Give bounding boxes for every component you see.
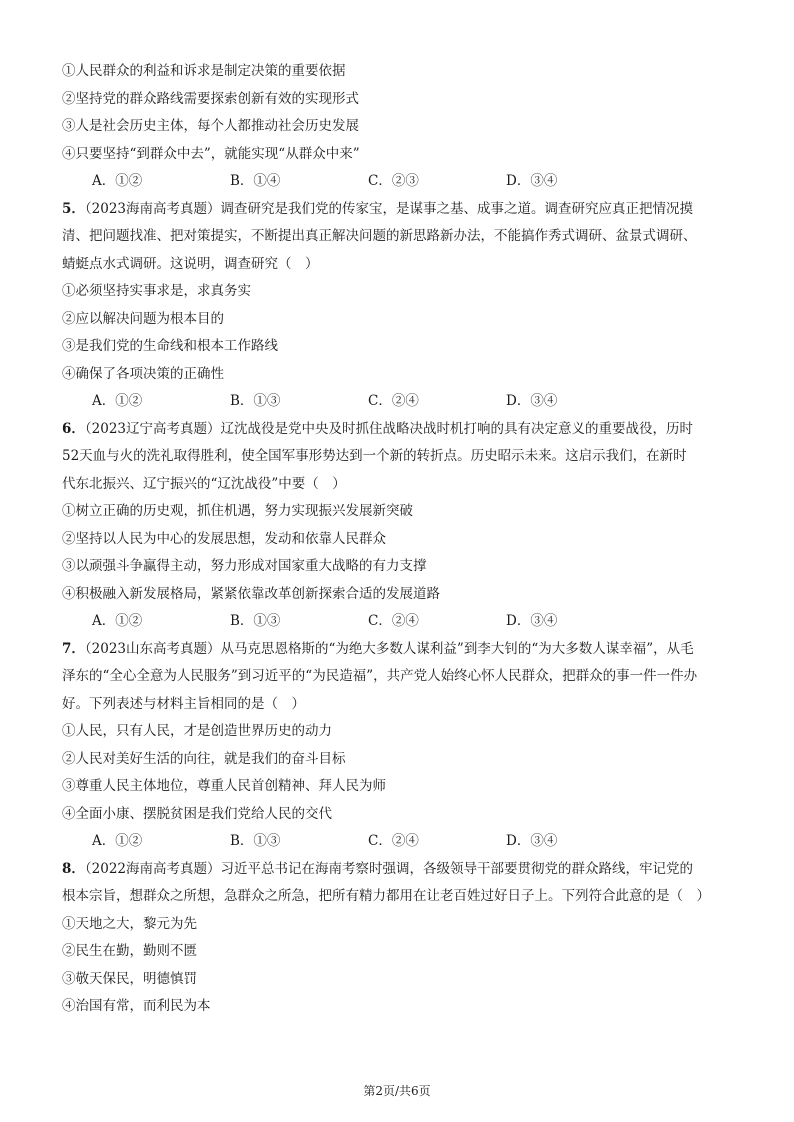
stem-line-2: 根本宗旨，想群众之所想，急群众之所急，把所有精力都用在让老百姓过好日子上。下列符合此意的是（ ） <box>62 888 710 904</box>
statement-4: ④全面小康、摆脱贫困是我们党给人民的交代 <box>62 805 332 822</box>
statement-3: ③是我们党的生命线和根本工作路线 <box>62 338 278 354</box>
statement-4: ④只要坚持“到群众中去”，就能实现“从群众中来” <box>62 145 360 162</box>
question-number: 5． <box>62 200 85 217</box>
question-6 <box>62 416 752 636</box>
question-number: 8． <box>62 860 85 877</box>
statement-1: ①树立正确的历史观，抓住机遇，努力实现振兴发展新突破 <box>62 503 413 519</box>
answer-options <box>62 608 752 636</box>
stem-line-2: 泽东的“全心全意为人民服务”到习近平的“为民造福”，共产党人始终心怀人民群众，把群众的事一件一件办 <box>62 668 698 684</box>
stem-line-2: 清、把问题找准、把对策提实，不断提出真正解决问题的新思路新办法，不能搞作秀式调研、盆景式调研、 <box>62 228 697 244</box>
question-stem <box>62 196 752 224</box>
statement-4: ④积极融入新发展格局，紧紧依靠改革创新探索合适的发展道路 <box>62 585 440 602</box>
statement-2: ②民生在勤，勤则不匮 <box>62 943 197 959</box>
statement-4: ④确保了各项决策的正确性 <box>62 365 224 382</box>
option-d: D．③④ <box>506 613 558 629</box>
stem-line-3: 好。下列表述与材料主旨相同的是（ ） <box>62 695 305 712</box>
stem-line-2: 52天血与火的洗礼取得胜利，使全国军事形势达到一个新的转折点。历史昭示未来。这启示我们，在新时 <box>62 448 687 464</box>
question-4-tail <box>62 58 752 196</box>
statement-3: ③人是社会历史主体，每个人都推动社会历史发展 <box>62 118 359 134</box>
question-stem <box>62 636 752 664</box>
question-source: （2023辽宁高考真题） <box>84 420 221 437</box>
question-number: 6． <box>62 420 85 437</box>
stem-line-3: 代东北振兴、辽宁振兴的“辽沈战役”中要（ ） <box>62 475 346 492</box>
question-8 <box>62 856 752 1021</box>
question-source: （2023山东高考真题） <box>84 640 221 657</box>
option-a: A．①② <box>92 613 143 629</box>
option-d: D．③④ <box>506 833 558 849</box>
option-d: D．③④ <box>506 173 558 189</box>
question-5 <box>62 196 752 416</box>
stem-line-1: 辽沈战役是党中央及时抓住战略决战时机打响的具有决定意义的重要战役，历时 <box>220 420 694 437</box>
page-content <box>62 58 752 1021</box>
statement-2: ②人民对美好生活的向往，就是我们的奋斗目标 <box>62 750 346 767</box>
statement-3: ③以顽强斗争赢得主动，努力形成对国家重大战略的有力支撑 <box>62 558 427 574</box>
option-b: B．①③ <box>230 393 281 409</box>
answer-options <box>62 388 752 416</box>
stem-line-3: 蜻蜓点水式调研。这说明，调查研究（ ） <box>62 255 319 272</box>
answer-options <box>62 828 752 856</box>
page-footer: 第2页/共6页 <box>363 1084 431 1098</box>
stem-line-1: 习近平总书记在海南考察时强调，各级领导干部要贯彻党的群众路线，牢记党的 <box>220 860 694 877</box>
option-b: B．①③ <box>230 833 281 849</box>
stem-line-1: 调查研究是我们党的传家宝，是谋事之基、成事之道。调查研究应真正把情况摸 <box>220 200 694 217</box>
statement-2: ②应以解决问题为根本目的 <box>62 310 224 327</box>
option-a: A．①② <box>92 393 143 409</box>
question-stem <box>62 416 752 444</box>
question-number: 7． <box>62 640 85 657</box>
answer-options <box>62 168 752 196</box>
statement-2: ②坚持以人民为中心的发展思想，发动和依靠人民群众 <box>62 530 386 547</box>
option-c: C．②④ <box>368 393 419 409</box>
option-c: C．②④ <box>368 613 419 629</box>
statement-1: ①人民群众的利益和诉求是制定决策的重要依据 <box>62 63 346 79</box>
statement-2: ②坚持党的群众路线需要探索创新有效的实现形式 <box>62 90 359 107</box>
option-c: C．②③ <box>368 173 419 189</box>
stem-line-1: 从马克思恩格斯的“为绝大多数人谋利益”到李大钊的“为大多数人谋幸福”，从毛 <box>220 640 694 657</box>
option-d: D．③④ <box>506 393 558 409</box>
statement-1: ①天地之大，黎元为先 <box>62 915 197 932</box>
statement-3: ③尊重人民主体地位，尊重人民首创精神、拜人民为师 <box>62 778 386 794</box>
option-b: B．①③ <box>230 613 281 629</box>
option-b: B．①④ <box>230 173 281 189</box>
question-7 <box>62 636 752 856</box>
option-c: C．②④ <box>368 833 419 849</box>
question-source: （2023海南高考真题） <box>84 200 221 217</box>
option-a: A．①② <box>92 833 143 849</box>
statement-1: ①人民，只有人民，才是创造世界历史的动力 <box>62 723 332 739</box>
option-a: A．①② <box>92 173 143 189</box>
question-stem <box>62 856 752 884</box>
statement-4: ④治国有常，而利民为本 <box>62 998 211 1014</box>
question-source: （2022海南高考真题） <box>84 860 221 877</box>
statement-1: ①必须坚持实事求是，求真务实 <box>62 283 251 299</box>
statement-3: ③敬天保民，明德慎罚 <box>62 970 197 987</box>
